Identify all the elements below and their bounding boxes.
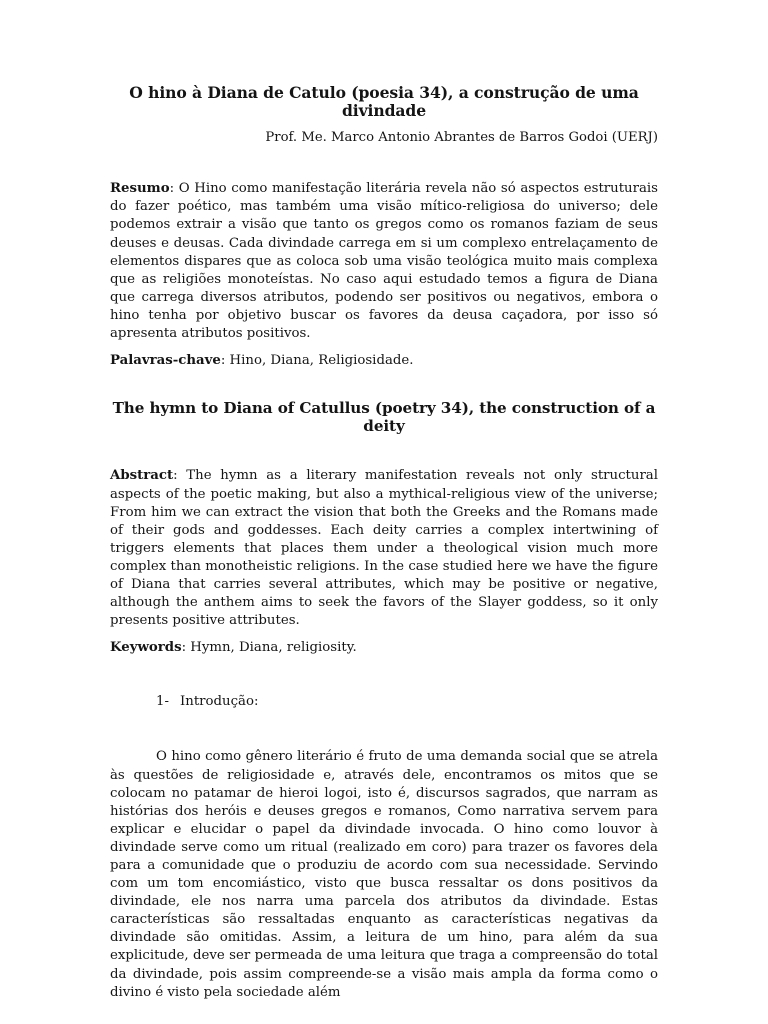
title-english: The hymn to Diana of Catullus (poetry 34), the construction of a deity — [112, 399, 656, 436]
abstract-text: : The hymn as a literary manifestation reveals not only structural aspects of the poetic making, but also a mythical-religious view of the universe; From him we can extract the vision that both the Greeks and the Romans made of their gods and goddesses. Each deity carries a complex intertwining of triggers elements that places them under a theological vision much more complex than monotheistic religions. In the case studied here we have the figure of Diana that carries several attributes, which may be positive or negative, although the anthem aims to seek the favors of the Slayer goddess, so it only presents positive attributes. — [110, 468, 658, 629]
section-title: Introdução: — [180, 694, 259, 710]
keywords-label: Keywords — [110, 640, 182, 656]
keywords-text: : Hymn, Diana, religiosity. — [181, 640, 357, 656]
author-line: Prof. Me. Marco Antonio Abrantes de Barros Godoi (UERJ) — [265, 130, 658, 146]
keywords-paragraph — [110, 639, 658, 657]
palavras-chave-text: : Hino, Diana, Religiosidade. — [220, 353, 414, 369]
section-number: 1- — [156, 694, 169, 710]
abstract-paragraph — [110, 467, 658, 630]
palavras-chave-paragraph — [110, 352, 658, 370]
resumo-text: : O Hino como manifestação literária revela não só aspectos estruturais do fazer poético, mas também uma visão mítico-religiosa do universo; dele podemos extrair a visão que tanto os gregos como os romanos faziam de seus deuses e deusas. Cada divindade carrega em si um complexo entrelaçamento de elementos dispares que as coloca sob uma visão teológica muito mais complexa que as religiões monoteístas. No caso aqui estudado temos a figura de Diana que carrega diversos atributos, podendo ser positivos ou negativos, embora o hino tenha por objetivo buscar os favores da deusa caçadora, por isso só apresenta atributos positivos. — [110, 181, 658, 342]
document-content — [110, 84, 658, 1002]
abstract-label: Abstract — [110, 468, 174, 484]
resumo-label: Resumo — [110, 181, 170, 197]
section-heading — [110, 693, 658, 711]
resumo-paragraph — [110, 180, 658, 343]
palavras-chave-label: Palavras-chave — [110, 353, 221, 369]
title-portuguese: O hino à Diana de Catulo (poesia 34), a construção de uma divindade — [129, 83, 639, 121]
intro-paragraph: O hino como gênero literário é fruto de uma demanda social que se atrela às questões de religiosidade e, através dele, encontramos os mitos que se colocam no patamar de hieroi logoi, isto é, discursos sagrados, que narram as histórias dos heróis e deuses gregos e romanos, Como narrativa servem para explicar e elucidar o papel da divindade invocada. O hino como louvor à divindade serve como um ritual (realizado em coro) para trazer os favores dela para a comunidade que o produziu de acordo com sua necessidade. Servindo com um tom encomiástico, visto que busca ressaltar os dons positivos da divindade, ele nos narra uma parcela dos atributos da divindade. Estas características são ressaltadas enquanto as características negativas da divindade são omitidas. Assim, a leitura de um hino, para além da sua explicitude, deve ser permeada de uma leitura que traga a compreensão do total da divindade, pois assim compreende-se a visão mais ampla da forma como o divino é visto pela sociedade além — [110, 749, 658, 1000]
